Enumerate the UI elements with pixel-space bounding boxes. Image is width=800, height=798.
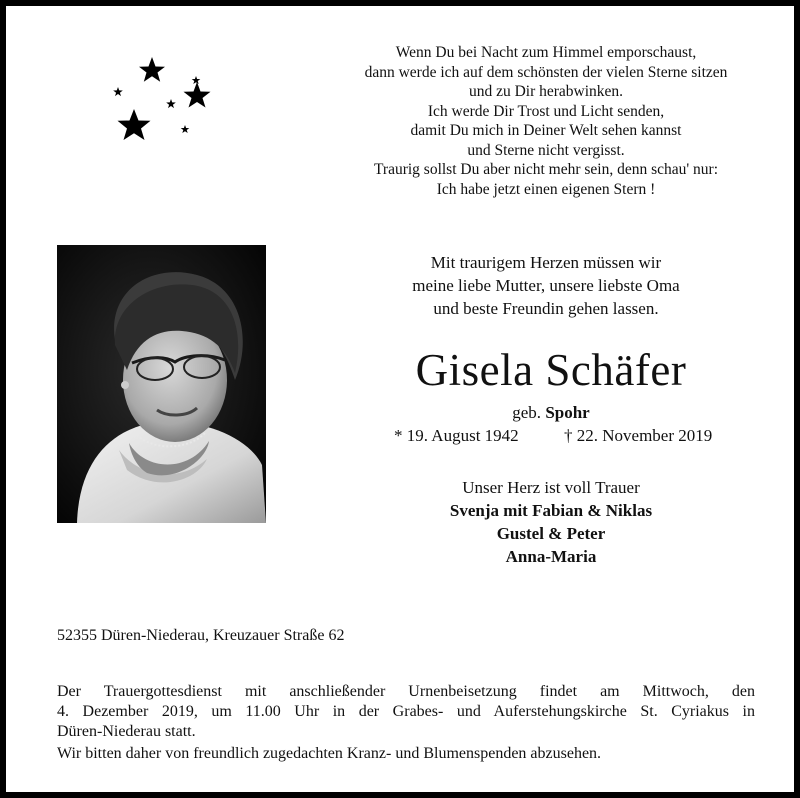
mourner-name: Anna-Maria bbox=[505, 547, 597, 566]
mourner-name: Svenja mit Fabian & Niklas bbox=[449, 501, 653, 520]
service-info bbox=[57, 682, 755, 764]
poem-line: damit Du mich in Deiner Welt sehen kannst bbox=[410, 122, 682, 139]
birth-name-value: Spohr bbox=[545, 403, 590, 422]
birth-name-prefix: geb. bbox=[512, 403, 542, 422]
poem bbox=[336, 43, 756, 199]
intro-line: meine liebe Mutter, unsere liebste Oma bbox=[412, 276, 680, 295]
star-shape bbox=[113, 87, 123, 96]
star-shape bbox=[181, 125, 190, 133]
star-shape bbox=[139, 57, 165, 82]
mourners bbox=[386, 476, 716, 568]
service-line: 4. Dezember 2019, um 11.00 Uhr in der Grabes- und Auferstehungskirche St. Cyriakus in bbox=[57, 703, 755, 720]
star-shape bbox=[118, 109, 151, 140]
service-line: Düren-Niederau statt. bbox=[57, 723, 196, 740]
birth-name bbox=[386, 402, 716, 424]
poem-line: und Sterne nicht vergisst. bbox=[467, 141, 625, 159]
life-dates bbox=[394, 425, 734, 447]
birth-date: * 19. August 1942 bbox=[394, 426, 519, 445]
deceased-name: Gisela Schäfer bbox=[415, 345, 687, 395]
poem-line: und zu Dir herabwinken. bbox=[468, 83, 624, 100]
death-date: † 22. November 2019 bbox=[564, 426, 713, 445]
star-shape bbox=[184, 82, 211, 108]
poem-line: Ich werde Dir Trost und Licht senden, bbox=[427, 102, 665, 120]
mourner-name: Gustel & Peter bbox=[496, 524, 606, 543]
poem-line: Wenn Du bei Nacht zum Himmel emporschaust, bbox=[395, 44, 697, 61]
poem-line: Ich habe jetzt einen eigenen Stern ! bbox=[436, 180, 656, 198]
portrait-photo bbox=[57, 245, 266, 523]
mourners-heading: Unser Herz ist voll Trauer bbox=[462, 478, 640, 497]
intro-line: und beste Freundin gehen lassen. bbox=[433, 299, 659, 318]
intro-text bbox=[381, 251, 711, 320]
flowers-note: Wir bitten daher von freundlich zugedachten Kranz- und Blumenspenden abzusehen. bbox=[57, 745, 602, 762]
service-line: Der Trauergottesdienst mit anschließender Urnenbeisetzung findet am Mittwoch, den bbox=[57, 683, 755, 700]
family-address: 52355 Düren-Niederau, Kreuzauer Straße 62 bbox=[57, 627, 345, 644]
star-shape bbox=[192, 76, 201, 84]
poem-line: Traurig sollst Du aber nicht mehr sein, denn schau' nur: bbox=[373, 161, 719, 178]
star-shape bbox=[166, 99, 176, 108]
poem-line: dann werde ich auf dem schönsten der vielen Sterne sitzen bbox=[364, 63, 728, 81]
intro-line: Mit traurigem Herzen müssen wir bbox=[430, 253, 662, 272]
stars-icon bbox=[94, 50, 244, 150]
